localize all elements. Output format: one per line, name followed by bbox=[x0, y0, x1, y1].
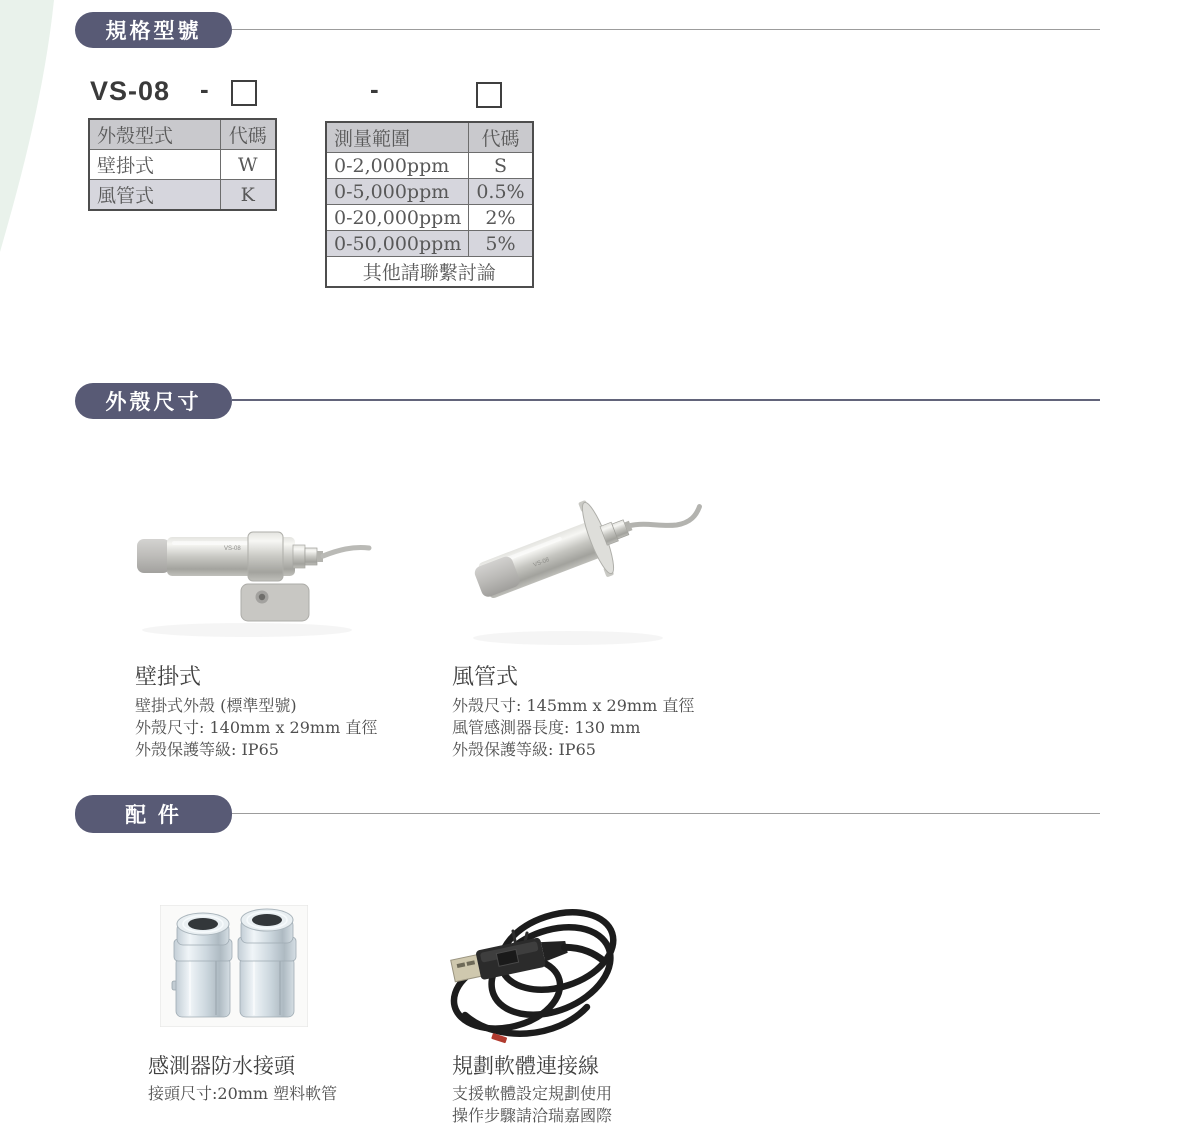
housing-code-cell: W bbox=[220, 150, 276, 180]
wall-mount-sensor-image bbox=[132, 492, 392, 668]
section-banner-dimensions: 外殼尺寸 bbox=[75, 383, 232, 419]
model-code-box-housing bbox=[231, 80, 257, 106]
wall-mount-title: 壁掛式 bbox=[135, 665, 202, 690]
connector-spec-line: 接頭尺寸:20mm 塑料軟管 bbox=[148, 1084, 338, 1103]
duct-sensor-image bbox=[448, 478, 708, 672]
section-rule-accessories bbox=[232, 813, 1100, 814]
table-row bbox=[326, 205, 533, 231]
svg-text:VS-08: VS-08 bbox=[532, 557, 551, 569]
measuring-range-table bbox=[325, 121, 534, 288]
connector-title: 感測器防水接頭 bbox=[148, 1054, 295, 1078]
model-dash-2: - bbox=[370, 74, 379, 104]
range-cell: 0-50,000ppm bbox=[326, 231, 469, 257]
duct-spec-line: 外殼尺寸: 145mm x 29mm 直徑 bbox=[452, 696, 695, 715]
range-cell: 0-20,000ppm bbox=[326, 205, 469, 231]
range-code-cell: 5% bbox=[469, 231, 533, 257]
range-code-cell: S bbox=[469, 153, 533, 179]
table-row bbox=[89, 150, 276, 180]
cable-spec-line: 操作步驟請洽瑞嘉國際 bbox=[452, 1106, 613, 1125]
waterproof-connector-image bbox=[160, 905, 308, 1031]
duct-spec-line: 外殼保護等級: IP65 bbox=[452, 740, 596, 759]
table-row bbox=[326, 231, 533, 257]
wall-mount-spec-line: 外殼尺寸: 140mm x 29mm 直徑 bbox=[135, 718, 378, 737]
programming-cable-image bbox=[435, 893, 625, 1055]
wall-mount-spec-line: 外殼保護等級: IP65 bbox=[135, 740, 279, 759]
wall-mount-description bbox=[135, 660, 377, 761]
table-footer-row bbox=[326, 257, 533, 288]
model-dash-1: - bbox=[200, 74, 209, 104]
connector-description bbox=[148, 1050, 337, 1105]
table-header-row bbox=[326, 122, 533, 153]
duct-title: 風管式 bbox=[452, 665, 519, 690]
model-number-prefix: VS-08 bbox=[90, 76, 171, 106]
range-code-cell: 2% bbox=[469, 205, 533, 231]
cable-title: 規劃軟體連接線 bbox=[452, 1054, 599, 1078]
range-table-header-range: 測量範圍 bbox=[326, 122, 469, 153]
duct-description bbox=[452, 660, 694, 761]
section-rule-dimensions bbox=[232, 399, 1100, 401]
housing-table-header-type: 外殼型式 bbox=[89, 119, 220, 150]
housing-type-cell: 壁掛式 bbox=[89, 150, 220, 180]
svg-text:VS-08: VS-08 bbox=[224, 546, 241, 552]
section-rule-spec bbox=[232, 29, 1100, 30]
table-header-row bbox=[89, 119, 276, 150]
table-row bbox=[326, 179, 533, 205]
duct-spec-line: 風管感測器長度: 130 mm bbox=[452, 718, 641, 737]
range-table-header-code: 代碼 bbox=[469, 122, 533, 153]
table-row bbox=[326, 153, 533, 179]
range-cell: 0-5,000ppm bbox=[326, 179, 469, 205]
housing-type-cell: 風管式 bbox=[89, 180, 220, 211]
cable-description bbox=[452, 1050, 612, 1127]
model-code-box-range bbox=[476, 82, 502, 108]
wall-mount-spec-line: 壁掛式外殼 (標準型號) bbox=[135, 696, 297, 715]
housing-type-table bbox=[88, 118, 277, 211]
section-banner-spec: 規格型號 bbox=[75, 12, 232, 48]
section-banner-accessories: 配 件 bbox=[75, 795, 232, 833]
housing-code-cell: K bbox=[220, 180, 276, 211]
range-cell: 0-2,000ppm bbox=[326, 153, 469, 179]
housing-table-header-code: 代碼 bbox=[220, 119, 276, 150]
cable-spec-line: 支援軟體設定規劃使用 bbox=[452, 1084, 613, 1103]
range-table-footer-note: 其他請聯繫討論 bbox=[326, 257, 533, 288]
range-code-cell: 0.5% bbox=[469, 179, 533, 205]
table-row bbox=[89, 180, 276, 211]
